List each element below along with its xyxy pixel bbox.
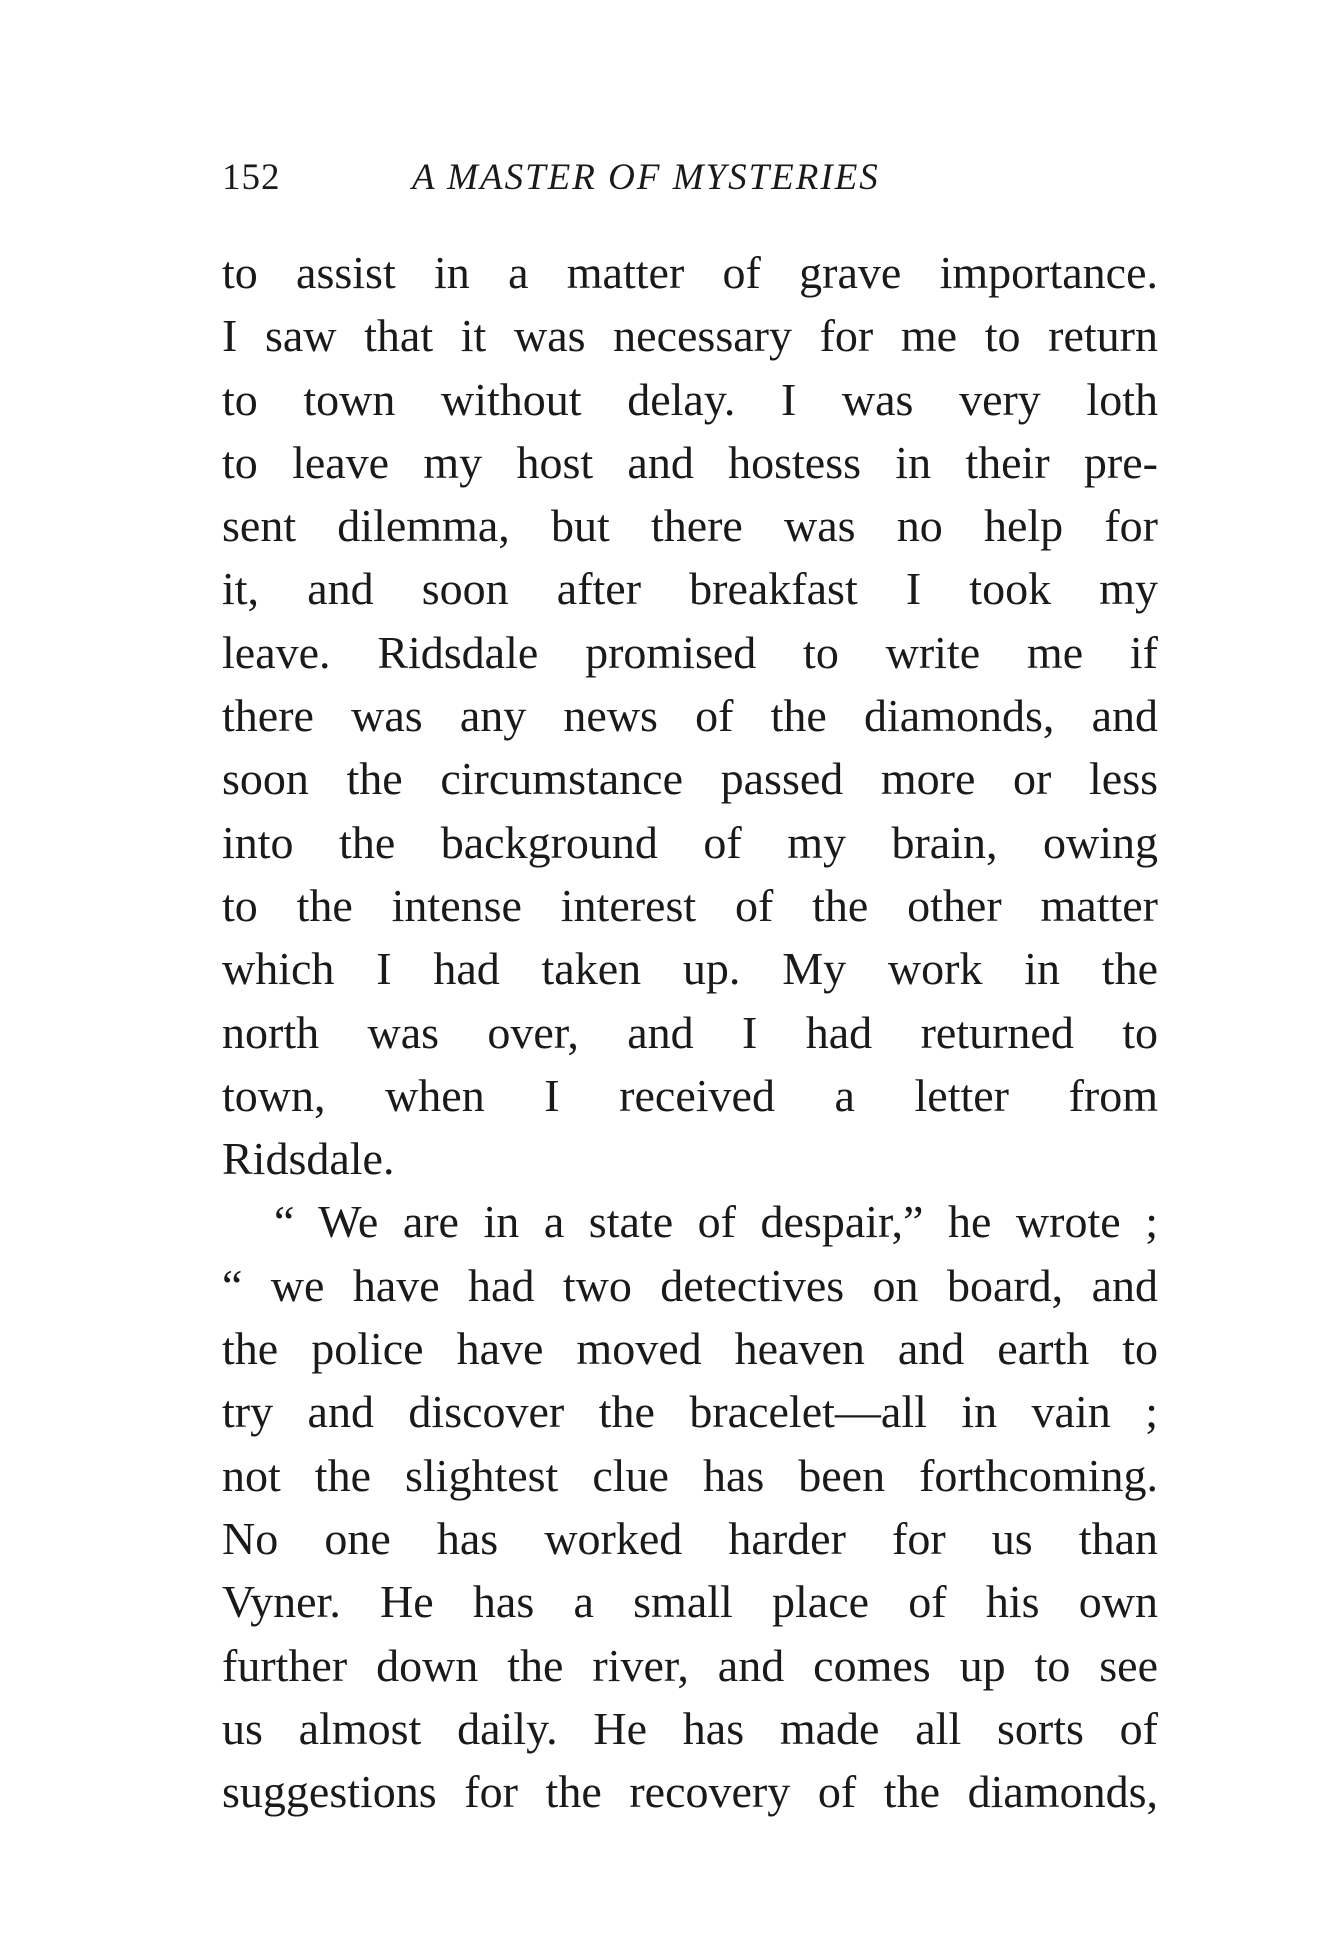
text-line: sent dilemma, but there was no help for [222,500,1158,552]
text-line: us almost daily. He has made all sorts of [222,1702,1158,1754]
text-line: not the slightest clue has been forthcoming. [222,1449,1158,1501]
text-line: which I had taken up. My work in the [222,943,1158,995]
text-line: there was any news of the diamonds, and [222,690,1158,742]
text-line: “ we have had two detectives on board, and [222,1259,1158,1311]
text-line: “ We are in a state of despair,” he wrote ; [274,1196,1158,1248]
text-line: further down the river, and comes up to see [222,1639,1158,1691]
text-line: into the background of my brain, owing [222,816,1158,868]
text-line: Ridsdale. [222,1133,395,1185]
text-line: the police have moved heaven and earth to [222,1323,1158,1375]
text-line: it, and soon after breakfast I took my [222,563,1158,615]
text-line: No one has worked harder for us than [222,1512,1158,1564]
text-line: suggestions for the recovery of the diamonds, [222,1766,1158,1818]
text-line: to the intense interest of the other matter [222,879,1158,931]
text-line: to town without delay. I was very loth [222,373,1158,425]
running-head [222,152,1042,204]
text-line: try and discover the bracelet—all in vain ; [222,1386,1158,1438]
text-line: town, when I received a letter from [222,1069,1158,1121]
text-line: leave. Ridsdale promised to write me if [222,626,1158,678]
text-line: to assist in a matter of grave importance. [222,247,1158,298]
text-line: Vyner. He has a small place of his own [222,1576,1158,1628]
page-number: 152 [222,157,281,198]
book-title: A MASTER OF MYSTERIES [412,157,880,198]
body-text [222,241,1158,1823]
text-line: north was over, and I had returned to [222,1006,1158,1058]
text-line: I saw that it was necessary for me to return [222,310,1158,362]
text-line: soon the circumstance passed more or less [222,753,1158,805]
text-line: to leave my host and hostess in their pre- [222,436,1158,488]
